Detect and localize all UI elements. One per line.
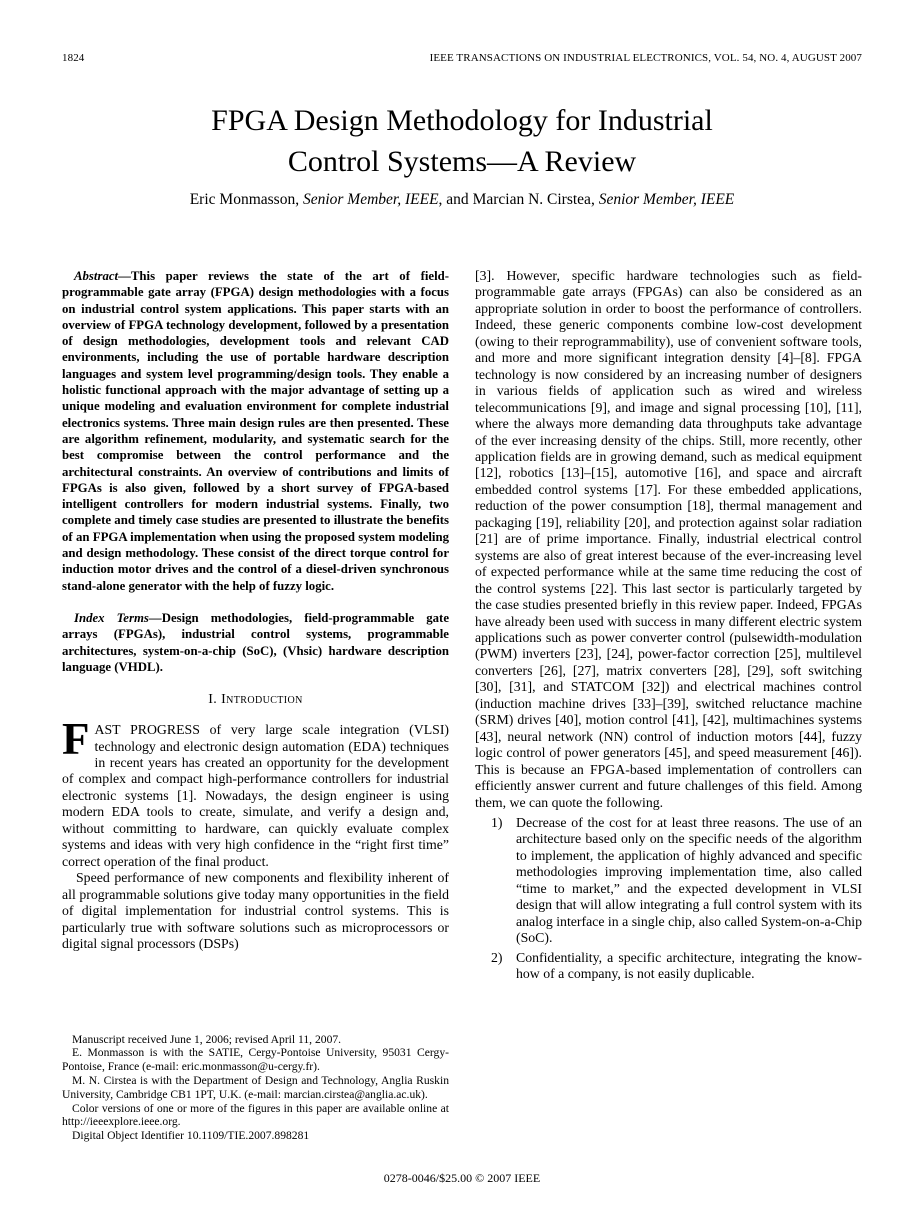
- page-footer: [0, 1171, 924, 1186]
- paper-title: [0, 100, 924, 182]
- author-name-2: Marcian N. Cirstea: [472, 191, 591, 208]
- title-line-2: Control Systems—A Review: [287, 145, 637, 178]
- journal-title: IEEE TRANSACTIONS ON INDUSTRIAL ELECTRONICS, VOL. 54, NO. 4, AUGUST 2007: [429, 52, 862, 64]
- author-role-2: Senior Member, IEEE: [598, 191, 735, 208]
- author-name-1: Eric Monmasson: [189, 191, 296, 208]
- abstract-text: This paper reviews the state of the art of field-programmable gate array (FPGA) design methodologies with a focus on industrial control system applications. This paper starts with an overview of FPGA technology development, followed by a presentation of design methodologies, development tools and relevant CAD environments, including the use of portable hardware description languages and system level programming/design tools. They enable a holistic functional approach with the major advantage of setting up a unique modeling and evaluation environment for complete industrial electronics systems. Three main design rules are then presented. These are algorithm refinement, modularity, and systematic search for the best compromise between the control performance and the architectural constraints. An overview of contributions and limits of FPGAs is also given, followed by a short survey of FPGA-based intelligent controllers for modern industrial systems. Finally, two complete and timely case studies are presented to illustrate the benefits of an FPGA implementation when using the proposed system modeling and design methodology. These consist of the direct torque control for induction motor drives and the control of a diesel-driven synchronous stand-alone generator with the help of fuzzy logic.: [62, 269, 449, 593]
- author-separator: ,: [295, 191, 303, 208]
- footnotes: [62, 1033, 449, 1143]
- section-number: I.: [208, 692, 218, 708]
- intro-lead-words: AST PROGRESS: [94, 722, 200, 738]
- intro-paragraph-1: [62, 714, 450, 870]
- index-terms-text: Design methodologies, field-programmable gate arrays (FPGAs), industrial control systems, programmable architectures, system-on-a-chip (SoC), (Vhsic) hardware description language (VHDL).: [62, 610, 450, 674]
- numbered-list: [475, 815, 862, 983]
- index-terms: [62, 610, 449, 675]
- title-line-1: FPGA Design Methodology for Industrial: [211, 104, 713, 137]
- abstract-label: Abstract—: [74, 269, 131, 283]
- footnote-color-versions: Color versions of one or more of the figures in this paper are available online at http://ieeexplore.ieee.org.: [62, 1101, 449, 1129]
- list-item-number: 2): [491, 949, 503, 965]
- footnote-affiliation-2: M. N. Cirstea is with the Department of Design and Technology, Anglia Ruskin University, Cambridge CB1 1PT, U.K. (e-mail: marcian.cirstea@anglia.ac.uk).: [62, 1074, 449, 1101]
- section-heading-introduction: [62, 692, 449, 708]
- footnote-affiliation-1: E. Monmasson is with the SATIE, Cergy-Pontoise University, 95031 Cergy-Pontoise, France (e-mail: eric.monmasson@u-cergy.fr).: [62, 1046, 449, 1074]
- drop-cap: F: [62, 714, 90, 765]
- author-line: [0, 191, 924, 209]
- footnote-manuscript: Manuscript received June 1, 2006; revised April 11, 2007.: [72, 1032, 342, 1046]
- list-item-text: Decrease of the cost for at least three reasons. The use of an architecture based only on the specific needs of the algorithm to implement, the application of highly advanced and specific methodologies improving implementation time, also called “time to market,” and the expected development in VLSI design that will allow integrating a full control system with its analog interface in a single chip, also called System-on-a-Chip (SoC).: [516, 814, 862, 946]
- section-title: Introduction: [221, 692, 303, 708]
- left-column: [62, 268, 449, 1143]
- right-column: [475, 268, 862, 1143]
- copyright-line: 0278-0046/$25.00 © 2007 IEEE: [383, 1171, 541, 1185]
- page-number: 1824: [62, 52, 85, 64]
- footnote-doi: Digital Object Identifier 10.1109/TIE.2007.898281: [72, 1129, 310, 1143]
- author-separator: ,: [590, 191, 599, 208]
- index-terms-label: Index Terms—: [74, 610, 162, 625]
- running-head: [62, 52, 862, 64]
- list-item-2: [475, 950, 862, 983]
- list-item-text: Confidentiality, a specific architecture, integrating the know-how of a company, is not easily duplicable.: [516, 949, 862, 982]
- two-column-body: [62, 268, 862, 1143]
- author-role-1: Senior Member, IEEE: [302, 191, 439, 208]
- intro-paragraph-2: Speed performance of new components and flexibility inherent of all programmable solutions give today many opportunities in the field of digital implementation for industrial control systems. This is particularly true with software solutions such as microprocessors or digital signal processors (DSPs): [62, 870, 449, 952]
- author-separator: , and: [438, 191, 473, 208]
- intro-paragraph-1-text: of very large scale integration (VLSI) technology and electronic design automation (EDA) techniques in recent years has created an opportunity for the development of complex and compact high-performance controllers for industrial electronic systems [1]. Nowadays, the design engineer is using modern EDA tools to create, simulate, and verify a design and, without committing to hardware, can quickly evaluate complex systems and ideas with very high confidence in the “right first time” correct operation of the final product.: [62, 722, 450, 869]
- right-column-paragraph: [3]. However, specific hardware technologies such as field-programmable gate arrays (FPGAs) can also be considered as an appropriate solution in order to boost the performance of controllers. Indeed, these generic components combine low-cost development (owing to their reprogrammability), use of convenient software tools, and more and more significant integration density [4]–[8]. FPGA technology is now considered by an increasing number of designers in various fields of application such as wired and wireless telecommunications [9], and image and signal processing [10], [11], where the always more demanding data throughputs take advantage of the ever increasing density of the chips. Still, more recently, other application fields are in growing demand, such as medical equipment [12], robotics [13]–[15], automotive [16], and space and aircraft embedded control systems [17]. For these embedded applications, reduction of the power consumption [18], thermal management and packaging [19], reliability [20], and protection against solar radiation [21] are of prime importance. Finally, industrial electrical control systems are also of great interest because of the ever-increasing level of expected performance while at the same time reducing the cost of the control systems [22]. This last sector is particularly targeted by the case studies presented briefly in this review paper. Indeed, FPGAs have already been used with success in many different electric system applications such as power converter control (pulsewidth-modulation (PWM) inverters [23], [24], power-factor correction [25], multilevel converters [26], [27], matrix converters [28], [29], soft switching [30], [31], and STATCOM [32]) and electrical machines control (induction machine drives [33]–[39], switched reluctance machine (SRM) drives [40], motion control [41], [42], multimachines systems [43], neural network (NN) control of induction motors [44], fuzzy logic control of power generators [45], and speed measurement [46]). This is because an FPGA-based implementation of controllers can efficiently answer current and future challenges of this field. Among them, we can quote the following.: [475, 268, 862, 810]
- abstract: [62, 268, 449, 594]
- list-item-1: [475, 815, 862, 947]
- list-item-number: 1): [491, 814, 503, 830]
